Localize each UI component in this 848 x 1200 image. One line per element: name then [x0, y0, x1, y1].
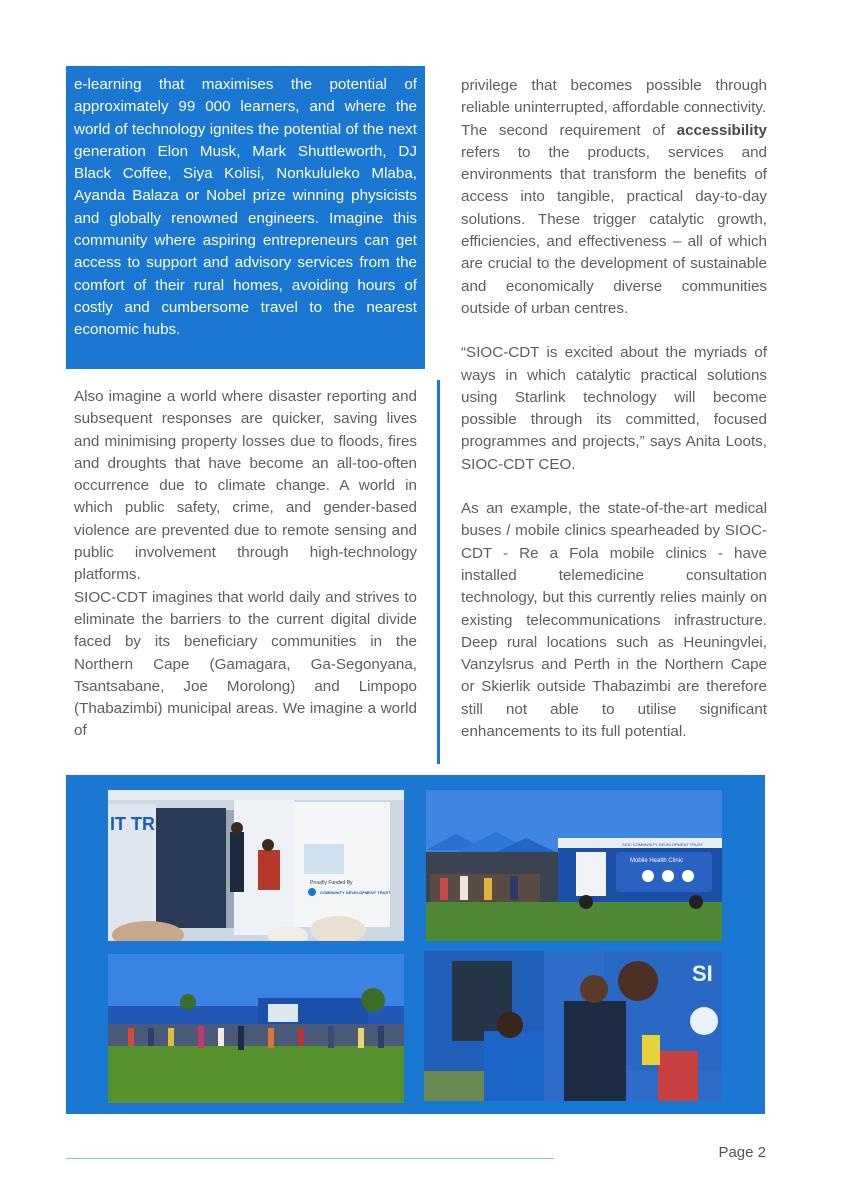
quote-paragraph: “SIOC-CDT is excited about the myriads of ways in which catalytic practical solutions using Starlink technology will become possible through its committed, focused programmes and projects,” says Anita Loots, SIOC-CDT CEO. [461, 344, 767, 473]
right-text-column [461, 75, 767, 743]
photo-clinic-bus-tents [426, 790, 722, 941]
bus-side-text: IT TR [110, 814, 155, 834]
bus-side-letters: SI [692, 961, 713, 986]
photo-collage [66, 775, 765, 1114]
accessibility-term: accessibility [676, 121, 767, 139]
left-text-column [74, 386, 417, 743]
right-paragraph-2 [461, 120, 767, 321]
right-paragraph-4: As an example, the state-of-the-art medical buses / mobile clinics spearheaded by SIOC-CDT - Re a Fola mobile clinics - have installed telemedicine consultation technology, but this currently relies mainly on existing telecommunications infrastructure. Deep rural locations such as Heuningvlei, Vanzylsrus and Perth in the Northern Cape or Skierlik outside Thabazimbi are therefore still not able to utilise significant enhancements to its full potential. [461, 500, 767, 741]
right-paragraph-1: privilege that becomes possible through reliable uninterrupted, affordable connectivity. [461, 77, 767, 117]
page-number: Page 2 [718, 1144, 766, 1161]
highlight-paragraph: e-learning that maximises the potential of approximately 99 000 learners, and where the world of technology ignites the potential of the next generation Elon Musk, Mark Shuttleworth, DJ Black Coffee, Siya Kolisi, Nonkululeko Mlaba, Ayanda Balaza or Nobel prize winning physicists and globally renowned engineers. Imagine this community where aspiring entrepreneurs can get access to support and advisory services from the comfort of their rural homes, avoiding hours of costly and cumbersome travel to the nearest economic hubs. [74, 76, 417, 339]
mobile-clinic-label: Mobile Health Clinic [630, 858, 684, 864]
funded-by-text: Proudly Funded By [310, 880, 353, 886]
photo-queue-field [108, 954, 404, 1103]
bus-header-text: SIOC COMMUNITY DEVELOPMENT TRUST [622, 842, 704, 847]
highlight-text-box [66, 66, 425, 369]
photo-clinic-bus-door [108, 790, 404, 941]
right-paragraph-2-end: refers to the products, services and environments that transform the benefits of access into tangible, practical day-to-day solutions. These trigger catalytic growth, efficiencies, and effectiveness – all of which are crucial to the development of sustainable and economically diverse communities outside of urban centres. [461, 143, 767, 317]
funder-name-text: COMMUNITY DEVELOPMENT TRUST [320, 890, 391, 895]
right-paragraph-2-start: The second requirement of [461, 121, 677, 139]
left-paragraph-1: Also imagine a world where disaster reporting and subsequent responses are quicker, saving lives and minimising property losses due to floods, fires and droughts that have become an all-too-often occurrence due to climate change. A world in which public safety, crime, and gender-based violence are prevented due to remote sensing and public involvement through high-technology platforms. [74, 388, 417, 584]
photo-health-worker [424, 951, 722, 1101]
footer-rule [66, 1158, 554, 1159]
left-paragraph-2: SIOC-CDT imagines that world daily and strives to eliminate the barriers to the current digital divide faced by its beneficiary communities in the Northern Cape (Gamagara, Ga-Segonyana, Tsantsabane, Joe Morolong) and Limpopo (Thabazimbi) municipal areas. We imagine a world of [74, 588, 417, 740]
column-divider [437, 380, 440, 764]
